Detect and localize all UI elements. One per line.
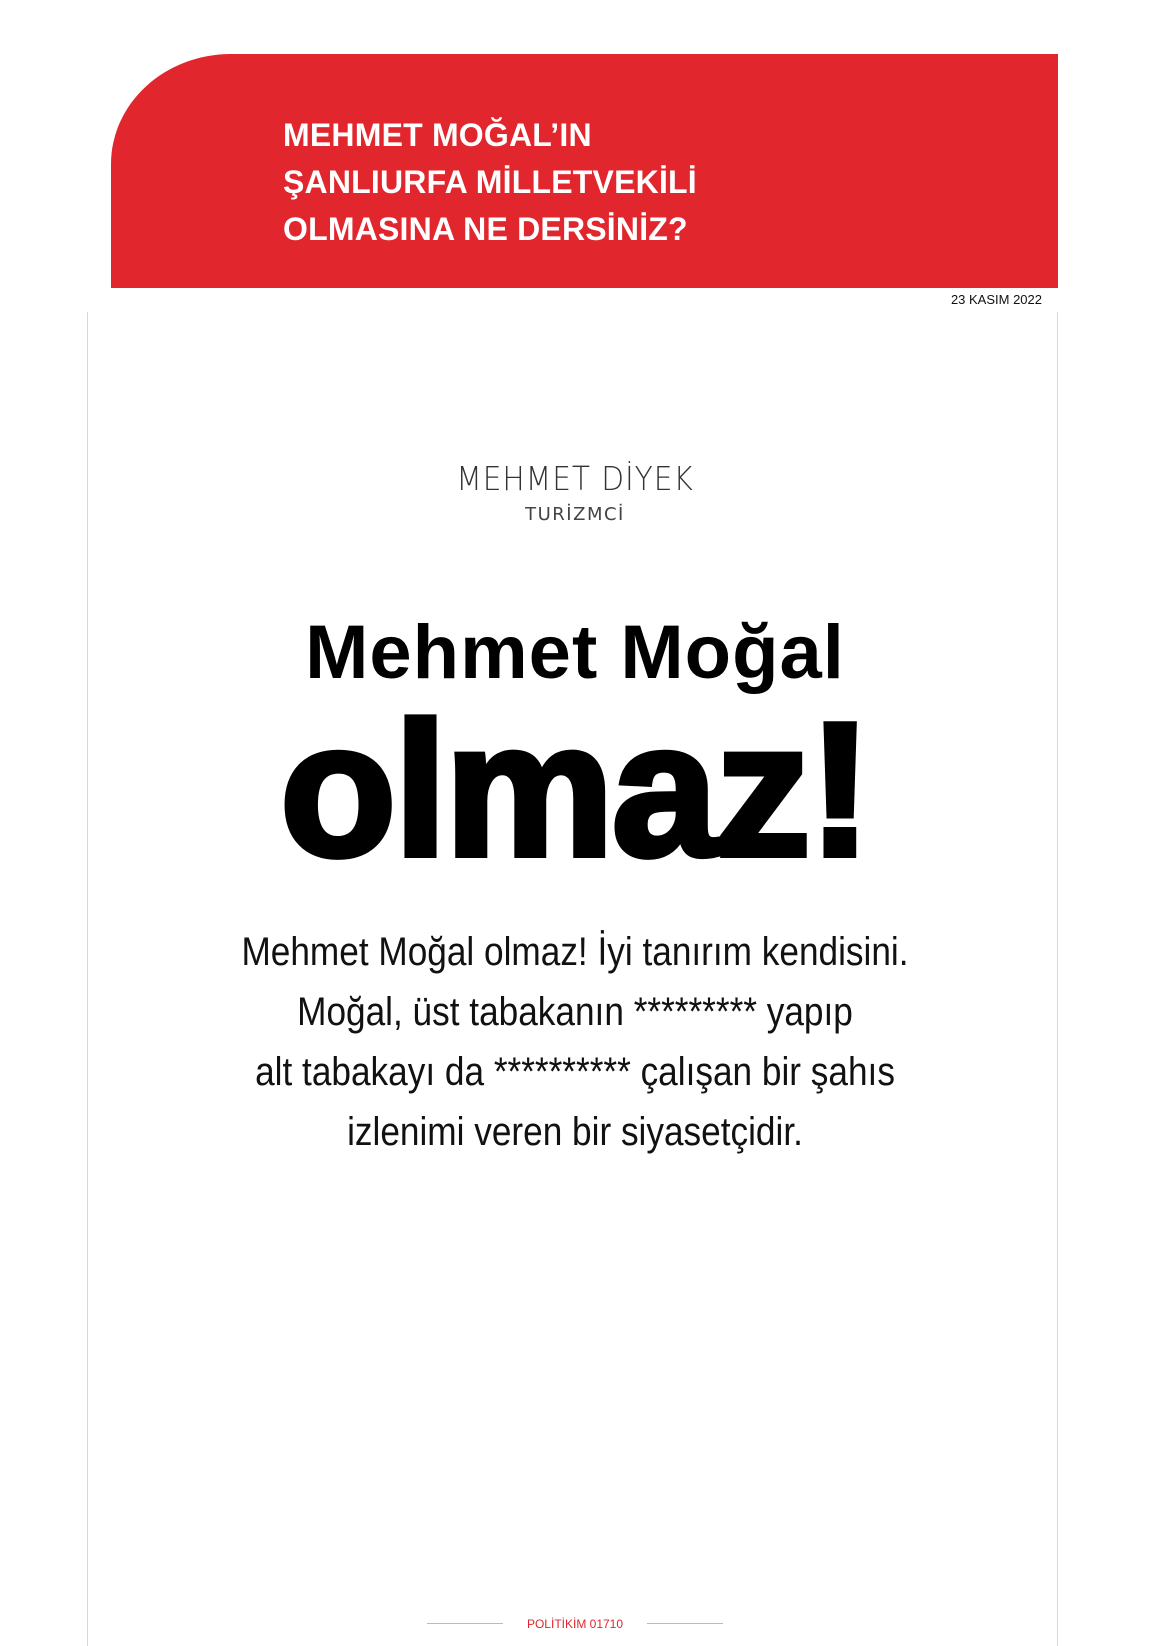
body-line-2: Moğal, üst tabakanın ********* yapıp: [297, 990, 853, 1034]
footer-label: POLİTİKİM 01710: [526, 1616, 624, 1631]
author-name: MEHMET DİYEK: [456, 459, 694, 498]
body-line-4: izlenimi veren bir siyasetçidir.: [347, 1110, 803, 1154]
body-text: [0, 922, 1150, 1162]
header-banner: [111, 54, 1058, 288]
footer-rule-left: [427, 1623, 503, 1624]
header-title-line-2: ŞANLIURFA MİLLETVEKİLİ: [283, 164, 697, 200]
headline-line-2: olmaz!: [280, 684, 870, 896]
publication-date: 23 KASIM 2022: [950, 292, 1042, 307]
body-line-1: Mehmet Moğal olmaz! İyi tanırım kendisini.: [241, 930, 909, 974]
header-title-line-3: OLMASINA NE DERSİNİZ?: [283, 211, 688, 247]
headline-line-1: Mehmet Moğal: [305, 610, 845, 695]
footer: [0, 1616, 1150, 1631]
author-role: TURİZMCİ: [525, 504, 625, 525]
header-title-line-1: MEHMET MOĞAL’IN: [283, 117, 592, 153]
body-line-3: alt tabakayı da ********** çalışan bir şahıs: [255, 1050, 895, 1094]
author-block: [0, 458, 1150, 528]
footer-rule-right: [647, 1623, 723, 1624]
header-title: [283, 112, 1058, 253]
